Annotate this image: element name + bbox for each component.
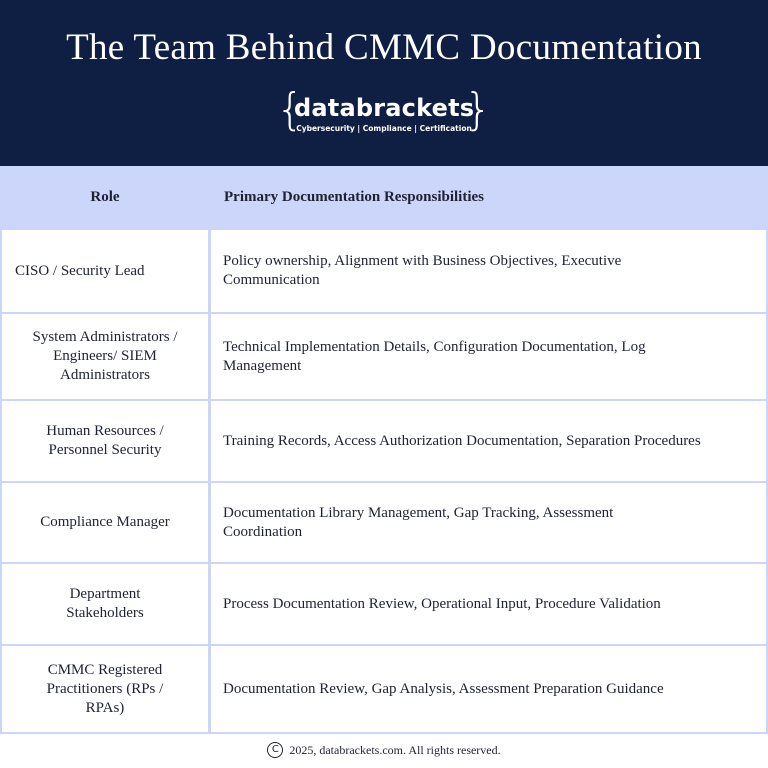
header-banner: [0, 0, 768, 166]
table-row: [0, 564, 768, 644]
footer: [0, 738, 768, 762]
table-row: [0, 483, 768, 562]
responsibilities-cell: Training Records, Access Authorization Documentation, Separation Procedures: [211, 401, 766, 481]
copyright-text: 2025, databrackets.com. All rights reserved.: [289, 742, 501, 757]
column-header-responsibilities: Primary Documentation Responsibilities: [224, 188, 484, 205]
role-cell: Compliance Manager: [2, 483, 208, 562]
role-cell: Human Resources / Personnel Security: [2, 401, 208, 481]
databrackets-logo: [276, 84, 492, 140]
table-row: [0, 230, 768, 312]
table-header: [0, 166, 768, 228]
page-title: The Team Behind CMMC Documentation: [66, 27, 702, 68]
copyright-icon: C: [267, 742, 283, 758]
role-cell: CISO / Security Lead: [2, 230, 208, 312]
responsibilities-cell: Policy ownership, Alignment with Business Objectives, Executive Communication: [211, 230, 766, 312]
responsibilities-cell: Technical Implementation Details, Configuration Documentation, Log Management: [211, 314, 766, 399]
table-row: [0, 401, 768, 481]
table-row: [0, 314, 768, 399]
role-cell: CMMC Registered Practitioners (RPs / RPAs): [2, 646, 208, 732]
logo-left-brace: {: [276, 84, 304, 135]
logo-right-brace: }: [464, 84, 492, 135]
responsibilities-table: [0, 228, 768, 734]
logo-tagline: Cybersecurity | Compliance | Certification: [296, 124, 472, 133]
role-cell: Department Stakeholders: [2, 564, 208, 644]
responsibilities-cell: Process Documentation Review, Operational Input, Procedure Validation: [211, 564, 766, 644]
table-row: [0, 646, 768, 732]
column-header-role: Role: [90, 188, 120, 205]
role-cell: System Administrators / Engineers/ SIEM Administrators: [2, 314, 208, 399]
logo-wordmark: databrackets: [294, 94, 475, 122]
responsibilities-cell: Documentation Library Management, Gap Tracking, Assessment Coordination: [211, 483, 766, 562]
responsibilities-cell: Documentation Review, Gap Analysis, Assessment Preparation Guidance: [211, 646, 766, 732]
